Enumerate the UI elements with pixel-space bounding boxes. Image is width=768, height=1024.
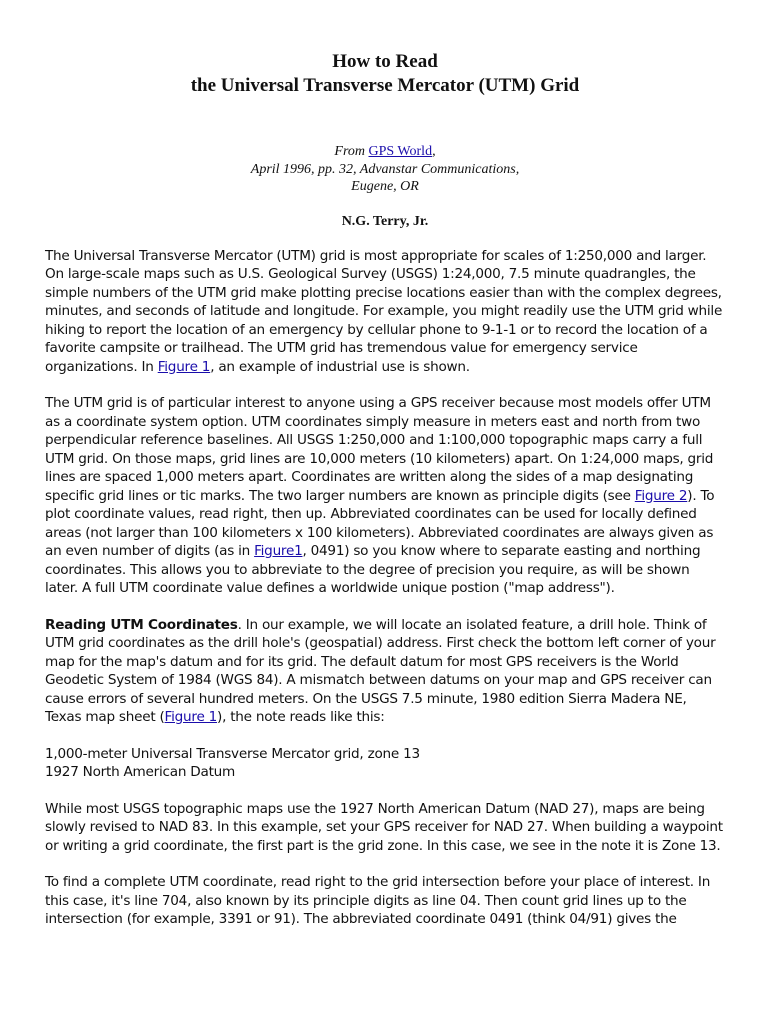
paragraph-gps-middle: ). To plot coordinate values, read right, then up. Abbreviated coordinates can be used for locally defined areas (not larger than 100 kilometers x 100 kilometers). Abbreviated coordinates are always given as an even number of digits (as in	[45, 487, 715, 559]
paragraph-gps-text: The UTM grid is of particular interest to anyone using a GPS receiver because most models offer UTM as a coordinate system option. UTM coordinates simply measure in meters east and north from two perpendicular reference baselines. All USGS 1:250,000 and 1:100,000 topographic maps carry a full UTM grid. On those maps, grid lines are 10,000 meters (10 kilometers) apart. On 1:24,000 maps, grid lines are spaced 1,000 meters apart. Coordinates are written along the sides of a map designating specific grid lines or tic marks. The two larger numbers are known as principle digits (see	[45, 395, 714, 504]
map-note	[45, 745, 725, 782]
paragraph-intro	[45, 247, 725, 377]
paragraph-intro-end: , an example of industrial use is shown.	[210, 358, 470, 375]
map-note-grid: 1,000-meter Universal Transverse Mercator grid, zone 13	[45, 745, 420, 762]
figure-1-link[interactable]: Figure 1	[157, 358, 211, 375]
paragraph-gps	[45, 394, 725, 598]
paragraph-complete-coordinate: To find a complete UTM coordinate, read right to the grid intersection before your place of interest. In this case, it's line 704, also known by its principle digits as line 04. Then count grid lines up to the intersection (for example, 3391 or 91). The abbreviated coordinate 0491 (think 04/91) gives the	[45, 874, 711, 927]
gps-world-link[interactable]: GPS World	[368, 144, 433, 159]
paragraph-reading-end: ), the note reads like this:	[217, 709, 385, 725]
paragraph-intro-text: The Universal Transverse Mercator (UTM) grid is most appropriate for scales of 1:250,000 and larger. On large-scale maps such as U.S. Geological Survey (USGS) 1:24,000, 7.5 minute quadrangles, the simple numbers of the UTM grid make plotting precise locations easier than with the complex degrees, minutes, and seconds of latitude and longitude. For example, you might readily use the UTM grid while hiking to report the location of an emergency by cellular phone to 9-1-1 or to record the location of a favorite campsite or trailhead. The UTM grid has tremendous value for emergency service organizations. In	[45, 247, 723, 375]
source-from: From	[334, 144, 365, 159]
section-heading: Reading UTM Coordinates	[45, 616, 238, 633]
source-citation	[45, 143, 725, 196]
title-line-2: the Universal Transverse Mercator (UTM) Grid	[190, 75, 580, 96]
paragraph-reading-coordinates	[45, 616, 725, 727]
figure-2-link[interactable]: Figure 2	[634, 487, 688, 504]
figure-1-inline-link[interactable]: Figure1	[254, 543, 303, 559]
source-publication: April 1996, pp. 32, Advanstar Communications,	[250, 161, 520, 177]
title-line-1: How to Read	[332, 51, 438, 72]
page-title	[45, 50, 725, 98]
source-location: Eugene, OR	[351, 179, 419, 194]
map-note-datum: 1927 North American Datum	[45, 764, 236, 780]
document-page	[45, 50, 725, 929]
paragraph-reading-text: . In our example, we will locate an isolated feature, a drill hole. Think of UTM grid coordinates as the drill hole's (geospatial) address. First check the bottom left corner of your map for the map's datum and for its grid. The default datum for most GPS receivers is the World Geodetic System of 1984 (WGS 84). A mismatch between datums on your map and GPS receiver can cause errors of several hundred meters. On the USGS 7.5 minute, 1980 edition Sierra Madera NE, Texas map sheet (	[45, 616, 716, 725]
author-name: N.G. Terry, Jr.	[341, 213, 429, 229]
paragraph-datum: While most USGS topographic maps use the 1927 North American Datum (NAD 27), maps are being slowly revised to NAD 83. In this example, set your GPS receiver for NAD 27. When building a waypoint or writing a grid coordinate, the first part is the grid zone. In this case, we see in the note it is Zone 13.	[45, 800, 723, 854]
source-comma: ,	[432, 144, 436, 159]
figure-1-map-link[interactable]: Figure 1	[164, 709, 218, 725]
paragraph-gps-end: , 0491) so you know where to separate easting and northing coordinates. This allows you to abbreviate to the degree of precision you require, as will be shown later. A full UTM coordinate value defines a worldwide unique postion ("map address").	[45, 543, 701, 596]
